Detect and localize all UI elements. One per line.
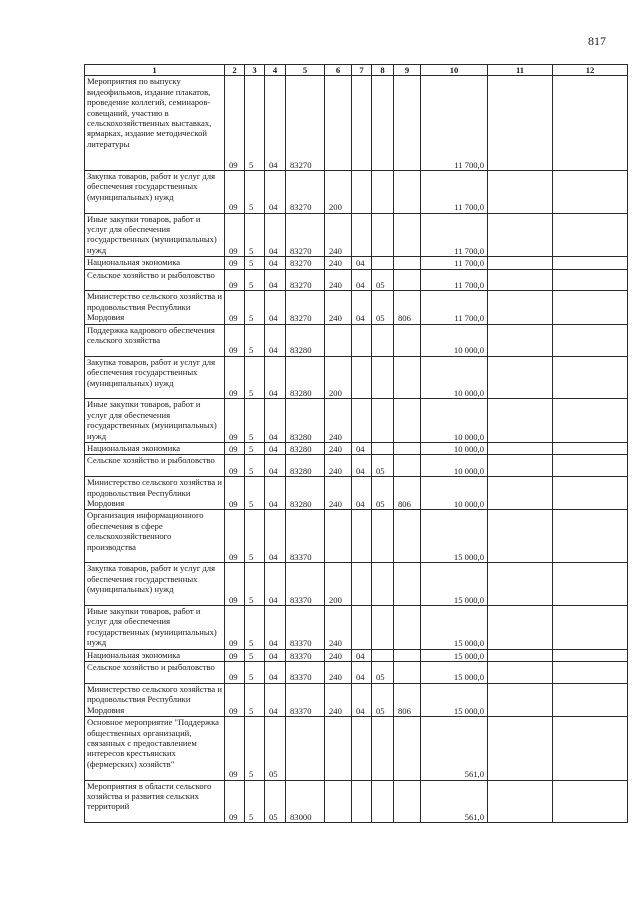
subchapter-code-cell <box>372 213 394 257</box>
ministry-code-cell <box>394 399 421 443</box>
subprogram-code-cell: 04 <box>265 510 286 563</box>
column-11-cell <box>488 683 553 716</box>
amount-cell: 15 000,0 <box>421 510 488 563</box>
column-12-cell <box>553 563 628 606</box>
row-name-cell: Министерство сельского хозяйства и продовольствия Республики Мордовия <box>85 683 225 716</box>
ministry-code-cell <box>394 171 421 214</box>
column-12-cell <box>553 213 628 257</box>
column-header: 5 <box>286 65 325 76</box>
chapter-code-cell <box>352 399 372 443</box>
section-code-cell: 09 <box>225 649 245 661</box>
expense-type-cell: 240 <box>325 269 352 291</box>
column-12-cell <box>553 662 628 684</box>
ministry-code-cell <box>394 780 421 823</box>
column-header: 9 <box>394 65 421 76</box>
ministry-code-cell <box>394 563 421 606</box>
column-header: 10 <box>421 65 488 76</box>
section-code-cell: 09 <box>225 171 245 214</box>
program-code-cell: 5 <box>245 606 265 650</box>
program-code-cell: 5 <box>245 443 265 455</box>
amount-cell: 561,0 <box>421 717 488 780</box>
ministry-code-cell <box>394 269 421 291</box>
amount-cell: 10 000,0 <box>421 443 488 455</box>
subchapter-code-cell: 05 <box>372 269 394 291</box>
column-11-cell <box>488 213 553 257</box>
chapter-code-cell: 04 <box>352 443 372 455</box>
section-code-cell: 09 <box>225 563 245 606</box>
column-11-cell <box>488 510 553 563</box>
amount-cell: 15 000,0 <box>421 649 488 661</box>
program-code-cell: 5 <box>245 649 265 661</box>
subchapter-code-cell <box>372 649 394 661</box>
chapter-code-cell <box>352 324 372 356</box>
column-11-cell <box>488 269 553 291</box>
ministry-code-cell <box>394 510 421 563</box>
table-row <box>85 780 628 823</box>
table-row <box>85 356 628 399</box>
program-code-cell: 5 <box>245 510 265 563</box>
table-row <box>85 606 628 650</box>
target-item-cell <box>286 717 325 780</box>
column-11-cell <box>488 455 553 477</box>
column-11-cell <box>488 662 553 684</box>
target-item-cell: 83280 <box>286 477 325 510</box>
section-code-cell: 09 <box>225 683 245 716</box>
amount-cell: 10 000,0 <box>421 356 488 399</box>
table-row <box>85 171 628 214</box>
section-code-cell: 09 <box>225 443 245 455</box>
expense-type-cell: 200 <box>325 356 352 399</box>
row-name-cell: Иные закупки товаров, работ и услуг для обеспечения государственных (муниципальных) нужд <box>85 399 225 443</box>
column-11-cell <box>488 171 553 214</box>
column-header: 6 <box>325 65 352 76</box>
chapter-code-cell <box>352 717 372 780</box>
column-12-cell <box>553 76 628 171</box>
amount-cell: 15 000,0 <box>421 662 488 684</box>
program-code-cell: 5 <box>245 171 265 214</box>
target-item-cell: 83270 <box>286 76 325 171</box>
column-header: 12 <box>553 65 628 76</box>
ministry-code-cell <box>394 606 421 650</box>
program-code-cell: 5 <box>245 662 265 684</box>
section-code-cell: 09 <box>225 477 245 510</box>
column-header: 11 <box>488 65 553 76</box>
subchapter-code-cell: 05 <box>372 477 394 510</box>
program-code-cell: 5 <box>245 324 265 356</box>
ministry-code-cell: 806 <box>394 477 421 510</box>
ministry-code-cell <box>394 455 421 477</box>
program-code-cell: 5 <box>245 257 265 269</box>
row-name-cell: Иные закупки товаров, работ и услуг для обеспечения государственных (муниципальных) нужд <box>85 606 225 650</box>
chapter-code-cell: 04 <box>352 477 372 510</box>
expense-type-cell: 240 <box>325 213 352 257</box>
target-item-cell: 83000 <box>286 780 325 823</box>
subchapter-code-cell: 05 <box>372 662 394 684</box>
column-12-cell <box>553 399 628 443</box>
row-name-cell: Сельское хозяйство и рыболовство <box>85 662 225 684</box>
column-11-cell <box>488 399 553 443</box>
table-row <box>85 662 628 684</box>
chapter-code-cell: 04 <box>352 257 372 269</box>
row-name-cell: Министерство сельского хозяйства и продовольствия Республики Мордовия <box>85 291 225 324</box>
subprogram-code-cell: 04 <box>265 443 286 455</box>
row-name-cell: Министерство сельского хозяйства и продовольствия Республики Мордовия <box>85 477 225 510</box>
target-item-cell: 83270 <box>286 171 325 214</box>
program-code-cell: 5 <box>245 717 265 780</box>
table-row <box>85 443 628 455</box>
chapter-code-cell <box>352 356 372 399</box>
amount-cell: 11 700,0 <box>421 76 488 171</box>
column-11-cell <box>488 780 553 823</box>
row-name-cell: Закупка товаров, работ и услуг для обеспечения государственных (муниципальных) нужд <box>85 563 225 606</box>
row-name-cell: Национальная экономика <box>85 257 225 269</box>
row-name-cell: Иные закупки товаров, работ и услуг для обеспечения государственных (муниципальных) нужд <box>85 213 225 257</box>
row-name-cell: Закупка товаров, работ и услуг для обеспечения государственных (муниципальных) нужд <box>85 356 225 399</box>
amount-cell: 11 700,0 <box>421 171 488 214</box>
subchapter-code-cell <box>372 324 394 356</box>
program-code-cell: 5 <box>245 213 265 257</box>
target-item-cell: 83280 <box>286 356 325 399</box>
column-12-cell <box>553 606 628 650</box>
column-11-cell <box>488 717 553 780</box>
column-12-cell <box>553 683 628 716</box>
column-12-cell <box>553 443 628 455</box>
column-12-cell <box>553 649 628 661</box>
column-12-cell <box>553 717 628 780</box>
target-item-cell: 83270 <box>286 291 325 324</box>
expense-type-cell <box>325 510 352 563</box>
column-12-cell <box>553 257 628 269</box>
section-code-cell: 09 <box>225 257 245 269</box>
table-row <box>85 563 628 606</box>
column-11-cell <box>488 563 553 606</box>
subprogram-code-cell: 04 <box>265 76 286 171</box>
program-code-cell: 5 <box>245 477 265 510</box>
expense-type-cell: 240 <box>325 606 352 650</box>
column-header: 2 <box>225 65 245 76</box>
column-header: 4 <box>265 65 286 76</box>
program-code-cell: 5 <box>245 563 265 606</box>
column-11-cell <box>488 356 553 399</box>
column-12-cell <box>553 510 628 563</box>
target-item-cell: 83270 <box>286 213 325 257</box>
subprogram-code-cell: 04 <box>265 455 286 477</box>
target-item-cell: 83280 <box>286 324 325 356</box>
table-row <box>85 649 628 661</box>
table-row <box>85 683 628 716</box>
column-11-cell <box>488 443 553 455</box>
ministry-code-cell <box>394 324 421 356</box>
expense-type-cell <box>325 324 352 356</box>
column-11-cell <box>488 257 553 269</box>
subchapter-code-cell <box>372 780 394 823</box>
column-12-cell <box>553 291 628 324</box>
section-code-cell: 09 <box>225 455 245 477</box>
section-code-cell: 09 <box>225 606 245 650</box>
table-row <box>85 717 628 780</box>
amount-cell: 11 700,0 <box>421 291 488 324</box>
row-name-cell: Национальная экономика <box>85 649 225 661</box>
chapter-code-cell: 04 <box>352 455 372 477</box>
row-name-cell: Поддержка кадрового обеспечения сельского хозяйства <box>85 324 225 356</box>
chapter-code-cell: 04 <box>352 662 372 684</box>
subchapter-code-cell <box>372 356 394 399</box>
subchapter-code-cell: 05 <box>372 683 394 716</box>
row-name-cell: Основное мероприятие "Поддержка общественных организаций, связанных с предоставлением интересов крестьянских (фермерских) хозяйств" <box>85 717 225 780</box>
subchapter-code-cell <box>372 76 394 171</box>
column-12-cell <box>553 780 628 823</box>
target-item-cell: 83280 <box>286 455 325 477</box>
table-header-row <box>85 65 628 76</box>
table-row <box>85 477 628 510</box>
chapter-code-cell <box>352 563 372 606</box>
section-code-cell: 09 <box>225 213 245 257</box>
target-item-cell: 83370 <box>286 683 325 716</box>
subprogram-code-cell: 04 <box>265 563 286 606</box>
expense-type-cell <box>325 76 352 171</box>
subchapter-code-cell <box>372 717 394 780</box>
target-item-cell: 83370 <box>286 606 325 650</box>
chapter-code-cell: 04 <box>352 291 372 324</box>
table-body <box>85 65 628 823</box>
target-item-cell: 83370 <box>286 563 325 606</box>
ministry-code-cell <box>394 649 421 661</box>
amount-cell: 561,0 <box>421 780 488 823</box>
chapter-code-cell: 04 <box>352 269 372 291</box>
ministry-code-cell: 806 <box>394 683 421 716</box>
subchapter-code-cell: 05 <box>372 291 394 324</box>
subchapter-code-cell <box>372 257 394 269</box>
amount-cell: 10 000,0 <box>421 399 488 443</box>
ministry-code-cell <box>394 76 421 171</box>
table-row <box>85 399 628 443</box>
chapter-code-cell <box>352 171 372 214</box>
column-11-cell <box>488 649 553 661</box>
program-code-cell: 5 <box>245 399 265 443</box>
ministry-code-cell <box>394 662 421 684</box>
subprogram-code-cell: 04 <box>265 356 286 399</box>
column-header: 7 <box>352 65 372 76</box>
subprogram-code-cell: 04 <box>265 171 286 214</box>
chapter-code-cell <box>352 780 372 823</box>
ministry-code-cell <box>394 257 421 269</box>
subprogram-code-cell: 05 <box>265 717 286 780</box>
section-code-cell: 09 <box>225 717 245 780</box>
expense-type-cell: 240 <box>325 455 352 477</box>
program-code-cell: 5 <box>245 683 265 716</box>
program-code-cell: 5 <box>245 356 265 399</box>
section-code-cell: 09 <box>225 780 245 823</box>
chapter-code-cell <box>352 213 372 257</box>
subprogram-code-cell: 04 <box>265 291 286 324</box>
table-row <box>85 269 628 291</box>
subchapter-code-cell <box>372 606 394 650</box>
subchapter-code-cell <box>372 510 394 563</box>
program-code-cell: 5 <box>245 269 265 291</box>
section-code-cell: 09 <box>225 399 245 443</box>
target-item-cell: 83270 <box>286 269 325 291</box>
amount-cell: 11 700,0 <box>421 269 488 291</box>
subprogram-code-cell: 04 <box>265 606 286 650</box>
row-name-cell: Мероприятия в области сельского хозяйства и развития сельских территорий <box>85 780 225 823</box>
expense-type-cell: 200 <box>325 563 352 606</box>
target-item-cell: 83270 <box>286 257 325 269</box>
amount-cell: 10 000,0 <box>421 477 488 510</box>
section-code-cell: 09 <box>225 291 245 324</box>
chapter-code-cell <box>352 510 372 563</box>
ministry-code-cell <box>394 443 421 455</box>
column-12-cell <box>553 455 628 477</box>
column-12-cell <box>553 356 628 399</box>
ministry-code-cell <box>394 717 421 780</box>
chapter-code-cell: 04 <box>352 649 372 661</box>
table-row <box>85 455 628 477</box>
row-name-cell: Национальная экономика <box>85 443 225 455</box>
section-code-cell: 09 <box>225 76 245 171</box>
subchapter-code-cell <box>372 443 394 455</box>
table-row <box>85 257 628 269</box>
column-12-cell <box>553 477 628 510</box>
section-code-cell: 09 <box>225 662 245 684</box>
expense-type-cell <box>325 717 352 780</box>
row-name-cell: Организация информационного обеспечения в сфере сельскохозяйственного производства <box>85 510 225 563</box>
page-number: 817 <box>588 34 606 48</box>
ministry-code-cell <box>394 356 421 399</box>
chapter-code-cell: 04 <box>352 683 372 716</box>
expense-type-cell: 240 <box>325 649 352 661</box>
amount-cell: 10 000,0 <box>421 455 488 477</box>
row-name-cell: Мероприятия по выпуску видеофильмов, издание плакатов, проведение коллегий, семинаров-совещаний, участию в сельскохозяйственных выставках, ярмарках, издание методической литературы <box>85 76 225 171</box>
target-item-cell: 83280 <box>286 443 325 455</box>
subprogram-code-cell: 04 <box>265 324 286 356</box>
table-row <box>85 510 628 563</box>
subchapter-code-cell: 05 <box>372 455 394 477</box>
section-code-cell: 09 <box>225 356 245 399</box>
subchapter-code-cell <box>372 399 394 443</box>
row-name-cell: Сельское хозяйство и рыболовство <box>85 269 225 291</box>
amount-cell: 11 700,0 <box>421 213 488 257</box>
subprogram-code-cell: 04 <box>265 257 286 269</box>
subprogram-code-cell: 04 <box>265 683 286 716</box>
subprogram-code-cell: 04 <box>265 213 286 257</box>
amount-cell: 15 000,0 <box>421 606 488 650</box>
row-name-cell: Сельское хозяйство и рыболовство <box>85 455 225 477</box>
program-code-cell: 5 <box>245 455 265 477</box>
program-code-cell: 5 <box>245 291 265 324</box>
amount-cell: 11 700,0 <box>421 257 488 269</box>
subchapter-code-cell <box>372 563 394 606</box>
column-header: 8 <box>372 65 394 76</box>
column-12-cell <box>553 269 628 291</box>
subprogram-code-cell: 04 <box>265 269 286 291</box>
section-code-cell: 09 <box>225 269 245 291</box>
program-code-cell: 5 <box>245 76 265 171</box>
expense-type-cell <box>325 780 352 823</box>
column-11-cell <box>488 324 553 356</box>
expense-type-cell: 240 <box>325 399 352 443</box>
table-row <box>85 291 628 324</box>
target-item-cell: 83370 <box>286 649 325 661</box>
amount-cell: 15 000,0 <box>421 563 488 606</box>
column-11-cell <box>488 606 553 650</box>
expense-type-cell: 200 <box>325 171 352 214</box>
column-header: 3 <box>245 65 265 76</box>
program-code-cell: 5 <box>245 780 265 823</box>
subchapter-code-cell <box>372 171 394 214</box>
expense-type-cell: 240 <box>325 683 352 716</box>
subprogram-code-cell: 04 <box>265 477 286 510</box>
section-code-cell: 09 <box>225 324 245 356</box>
subprogram-code-cell: 04 <box>265 399 286 443</box>
target-item-cell: 83370 <box>286 662 325 684</box>
expense-type-cell: 240 <box>325 477 352 510</box>
budget-table <box>84 64 628 823</box>
expense-type-cell: 240 <box>325 291 352 324</box>
row-name-cell: Закупка товаров, работ и услуг для обеспечения государственных (муниципальных) нужд <box>85 171 225 214</box>
expense-type-cell: 240 <box>325 443 352 455</box>
column-11-cell <box>488 76 553 171</box>
column-11-cell <box>488 477 553 510</box>
target-item-cell: 83370 <box>286 510 325 563</box>
expense-type-cell: 240 <box>325 662 352 684</box>
table-row <box>85 213 628 257</box>
column-header: 1 <box>85 65 225 76</box>
ministry-code-cell <box>394 213 421 257</box>
column-12-cell <box>553 324 628 356</box>
table-row <box>85 76 628 171</box>
column-11-cell <box>488 291 553 324</box>
chapter-code-cell <box>352 606 372 650</box>
ministry-code-cell: 806 <box>394 291 421 324</box>
expense-type-cell: 240 <box>325 257 352 269</box>
target-item-cell: 83280 <box>286 399 325 443</box>
section-code-cell: 09 <box>225 510 245 563</box>
subprogram-code-cell: 04 <box>265 649 286 661</box>
chapter-code-cell <box>352 76 372 171</box>
amount-cell: 10 000,0 <box>421 324 488 356</box>
column-12-cell <box>553 171 628 214</box>
subprogram-code-cell: 05 <box>265 780 286 823</box>
amount-cell: 15 000,0 <box>421 683 488 716</box>
table-row <box>85 324 628 356</box>
subprogram-code-cell: 04 <box>265 662 286 684</box>
